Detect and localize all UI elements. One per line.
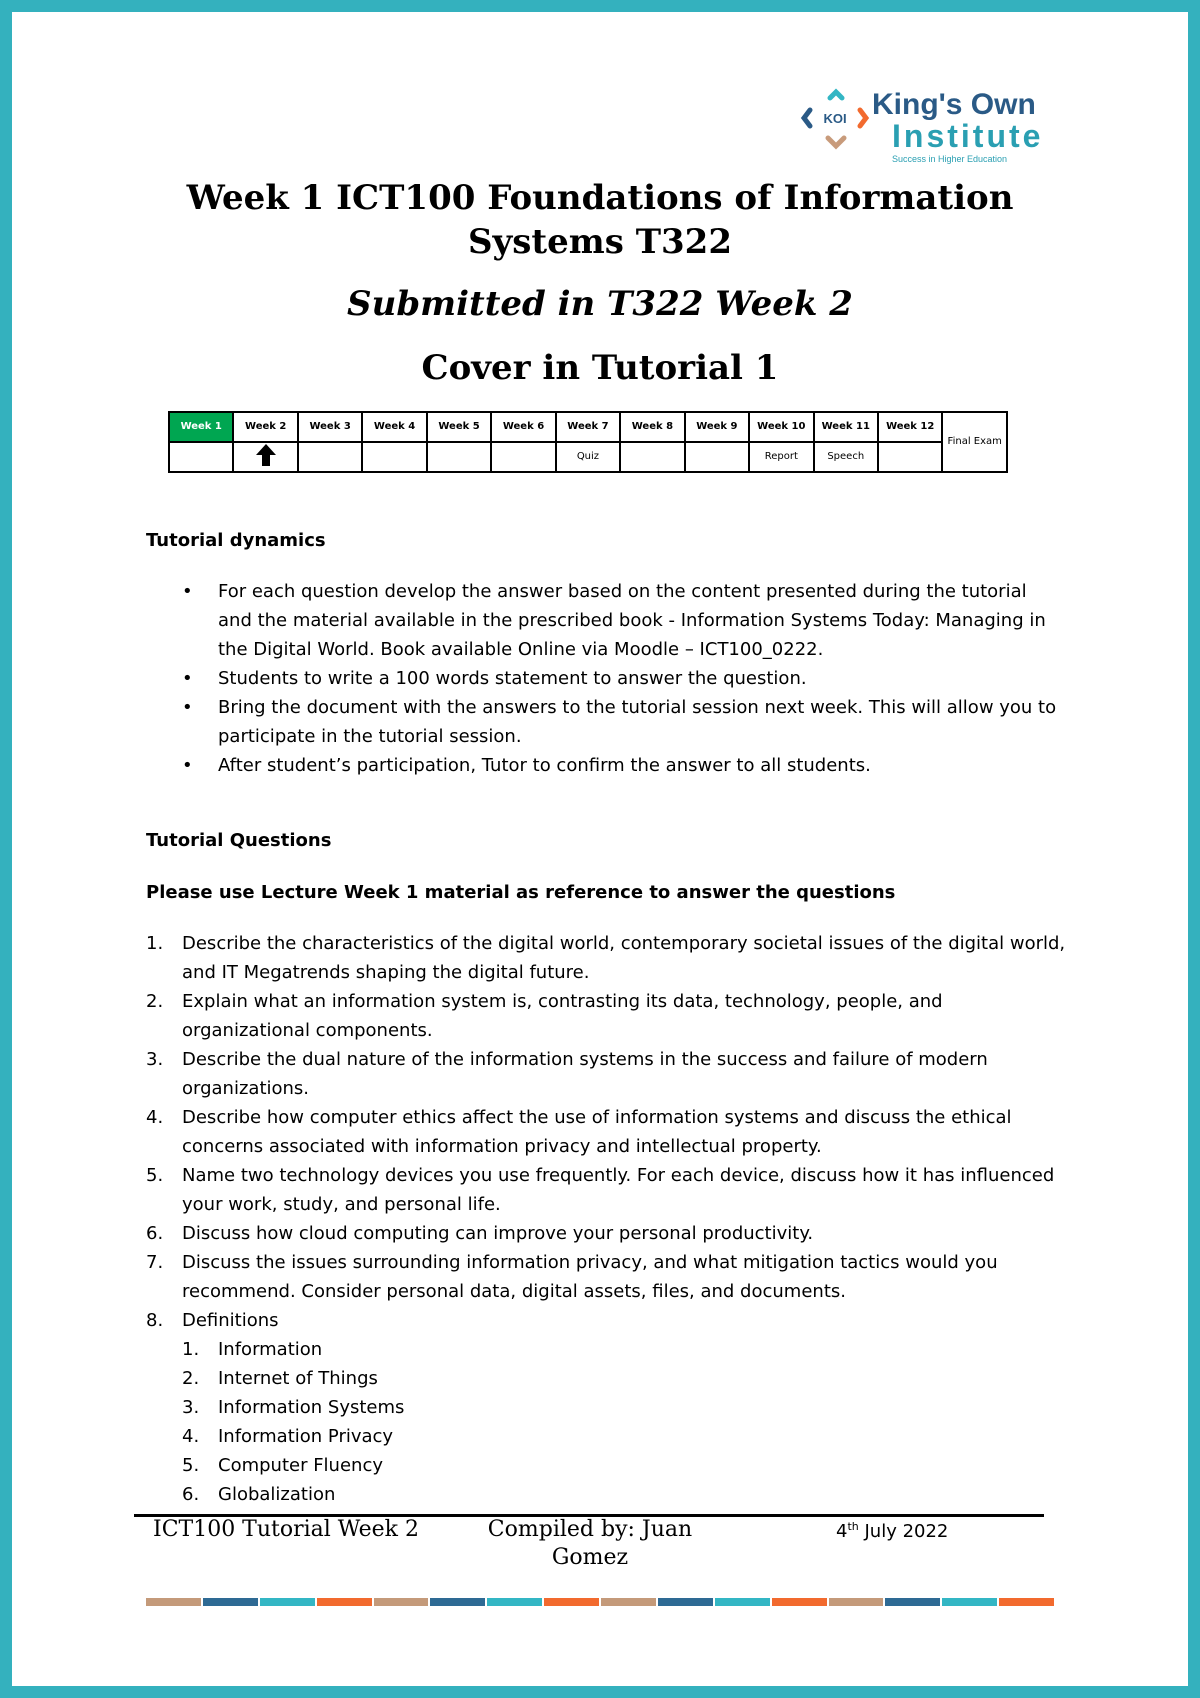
bullet-icon: • bbox=[182, 668, 193, 689]
stripe-segment bbox=[999, 1598, 1054, 1606]
footer-course: ICT100 Tutorial Week 2 bbox=[153, 1517, 419, 1542]
week-cell-4: Week 4 bbox=[362, 412, 426, 442]
bullet-text: For each question develop the answer based on the content presented during the tutorial and the material available in the prescribed book - Information Systems Today: Managing in the Digital World. Book available Online via Moodle – ICT100_0222. bbox=[218, 581, 1046, 660]
up-arrow-icon bbox=[255, 443, 277, 467]
question-text: Definitions bbox=[182, 1310, 279, 1331]
definition-item: 1. Information bbox=[182, 1339, 323, 1360]
bullet-icon: • bbox=[182, 581, 193, 602]
stripe-segment bbox=[772, 1598, 827, 1606]
week-cell-2: Week 2 bbox=[233, 412, 297, 442]
week-detail-10: Report bbox=[749, 442, 813, 472]
week-detail-1 bbox=[169, 442, 233, 472]
bullet-text: Students to write a 100 words statement to answer the question. bbox=[218, 668, 807, 689]
list-item bbox=[146, 577, 1066, 664]
list-item bbox=[146, 751, 1066, 780]
list-item bbox=[146, 693, 1066, 751]
koi-mark-text: KOI bbox=[823, 111, 847, 126]
question-text: Name two technology devices you use frequently. For each device, discuss how it has influenced your work, study, and personal life. bbox=[182, 1165, 1055, 1215]
definition-text: Information Systems bbox=[218, 1397, 405, 1418]
koi-logo-mark-icon bbox=[800, 86, 870, 156]
document-title bbox=[100, 176, 1100, 264]
week-header-row bbox=[169, 412, 1007, 442]
week-cell-10: Week 10 bbox=[749, 412, 813, 442]
question-text: Discuss the issues surrounding information privacy, and what mitigation tactics would you recommend. Consider personal data, digital assets, files, and documents. bbox=[182, 1252, 998, 1302]
stripe-segment bbox=[942, 1598, 997, 1606]
question-text: Discuss how cloud computing can improve your personal productivity. bbox=[182, 1223, 814, 1244]
week-detail-11: Speech bbox=[814, 442, 878, 472]
stripe-segment bbox=[203, 1598, 258, 1606]
week-detail-7: Quiz bbox=[556, 442, 620, 472]
stripe-segment bbox=[829, 1598, 884, 1606]
week-detail-12 bbox=[878, 442, 942, 472]
definition-text: Internet of Things bbox=[218, 1368, 378, 1389]
week-detail-9 bbox=[685, 442, 749, 472]
week-cell-8: Week 8 bbox=[620, 412, 684, 442]
definition-text: Information bbox=[218, 1339, 323, 1360]
definition-item: 4. Information Privacy bbox=[182, 1426, 394, 1447]
week-cell-6: Week 6 bbox=[491, 412, 555, 442]
definition-item: 3. Information Systems bbox=[182, 1397, 405, 1418]
title-line1: Week 1 ICT100 Foundations of Information bbox=[186, 178, 1014, 218]
stripe-segment bbox=[487, 1598, 542, 1606]
tutorial-questions-heading: Tutorial Questions bbox=[146, 830, 332, 851]
bullet-icon: • bbox=[182, 755, 193, 776]
week-detail-8 bbox=[620, 442, 684, 472]
tutorial-dynamics-list bbox=[146, 577, 1066, 780]
cover-line: Cover in Tutorial 1 bbox=[421, 348, 779, 388]
footer-color-stripe bbox=[146, 1598, 1056, 1606]
logo-line1: King's Own bbox=[872, 88, 1036, 121]
week-detail-6 bbox=[491, 442, 555, 472]
definitions-list bbox=[182, 1335, 1066, 1509]
stripe-segment bbox=[658, 1598, 713, 1606]
stripe-segment bbox=[544, 1598, 599, 1606]
question-text: Describe the characteristics of the digital world, contemporary societal issues of the digital world, and IT Megatrends shaping the digital future. bbox=[182, 933, 1066, 983]
week-detail-2 bbox=[233, 442, 297, 472]
bullet-text: Bring the document with the answers to the tutorial session next week. This will allow you to participate in the tutorial session. bbox=[218, 697, 1057, 747]
question-item: 5. Name two technology devices you use frequently. For each device, discuss how it has influenced your work, study, and personal life. bbox=[146, 1165, 1055, 1215]
definition-text: Information Privacy bbox=[218, 1426, 394, 1447]
definition-text: Computer Fluency bbox=[218, 1455, 383, 1476]
question-item: 6. Discuss how cloud computing can improve your personal productivity. bbox=[146, 1223, 814, 1244]
stripe-segment bbox=[260, 1598, 315, 1606]
question-text: Describe how computer ethics affect the use of information systems and discuss the ethical concerns associated with information privacy and intellectual property. bbox=[182, 1107, 1012, 1157]
logo-line2: Institute bbox=[892, 118, 1044, 154]
logo-tagline: Success in Higher Education bbox=[892, 154, 1008, 164]
stripe-segment bbox=[601, 1598, 656, 1606]
stripe-segment bbox=[885, 1598, 940, 1606]
week-schedule-table bbox=[168, 411, 1008, 473]
question-item: 8. Definitions 1. Information 2. Internet of Things 3. Information Systems 4. Information Privacy 5. Computer Fluency 6. Globalization bbox=[146, 1306, 1066, 1509]
week-detail-4 bbox=[362, 442, 426, 472]
week-detail-row bbox=[169, 442, 1007, 472]
week-cell-1: Week 1 bbox=[169, 412, 233, 442]
week-cell-5: Week 5 bbox=[427, 412, 491, 442]
definition-item: 5. Computer Fluency bbox=[182, 1455, 383, 1476]
question-text: Explain what an information system is, contrasting its data, technology, people, and organizational components. bbox=[182, 991, 943, 1041]
stripe-segment bbox=[146, 1598, 201, 1606]
week-cell-7: Week 7 bbox=[556, 412, 620, 442]
definition-text: Globalization bbox=[218, 1484, 336, 1505]
question-item: 1. Describe the characteristics of the digital world, contemporary societal issues of the digital world, and IT Megatrends shaping the digital future. bbox=[146, 933, 1066, 983]
week-detail-3 bbox=[298, 442, 362, 472]
footer-date: 4th July 2022 bbox=[836, 1520, 949, 1542]
bullet-icon: • bbox=[182, 697, 193, 718]
definition-item: 6. Globalization bbox=[182, 1484, 336, 1505]
stripe-segment bbox=[374, 1598, 429, 1606]
week-cell-3: Week 3 bbox=[298, 412, 362, 442]
title-line2: Systems T322 bbox=[467, 222, 732, 262]
koi-logo bbox=[800, 84, 1044, 166]
footer-compiler: Compiled by: Juan Gomez bbox=[487, 1517, 693, 1570]
question-text: Describe the dual nature of the information systems in the success and failure of modern organizations. bbox=[182, 1049, 988, 1099]
definition-item: 2. Internet of Things bbox=[182, 1368, 378, 1389]
tutorial-dynamics-heading: Tutorial dynamics bbox=[146, 530, 326, 551]
bullet-text: After student’s participation, Tutor to confirm the answer to all students. bbox=[218, 755, 871, 776]
question-item: 4. Describe how computer ethics affect the use of information systems and discuss the ethical concerns associated with information privacy and intellectual property. bbox=[146, 1107, 1012, 1157]
stripe-segment bbox=[430, 1598, 485, 1606]
questions-list bbox=[146, 929, 1066, 1509]
week-detail-5 bbox=[427, 442, 491, 472]
stripe-segment bbox=[715, 1598, 770, 1606]
question-item: 7. Discuss the issues surrounding information privacy, and what mitigation tactics would you recommend. Consider personal data, digital assets, files, and documents. bbox=[146, 1252, 998, 1302]
submitted-line: Submitted in T322 Week 2 bbox=[347, 284, 853, 324]
week-cell-12: Week 12 bbox=[878, 412, 942, 442]
question-item: 2. Explain what an information system is, contrasting its data, technology, people, and organizational components. bbox=[146, 991, 943, 1041]
week-cell-11: Week 11 bbox=[814, 412, 878, 442]
question-item: 3. Describe the dual nature of the information systems in the success and failure of modern organizations. bbox=[146, 1049, 988, 1099]
week-cell-9: Week 9 bbox=[685, 412, 749, 442]
stripe-segment bbox=[317, 1598, 372, 1606]
final-exam-cell: Final Exam bbox=[942, 412, 1007, 472]
questions-instruction: Please use Lecture Week 1 material as reference to answer the questions bbox=[146, 882, 896, 903]
list-item bbox=[146, 664, 1066, 693]
